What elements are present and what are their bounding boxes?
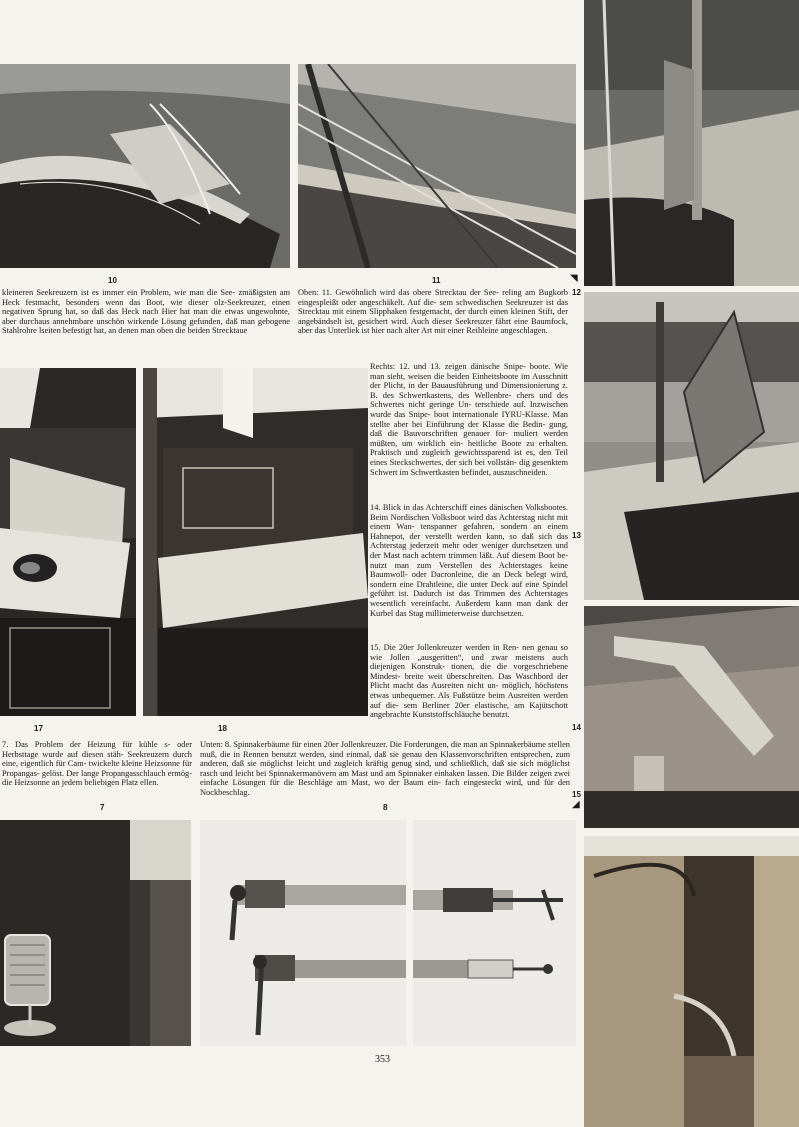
photo-11-bow-pulpit <box>298 64 576 268</box>
figure-number-17: 17 <box>34 724 43 733</box>
photo-17-galley-stove <box>0 368 136 716</box>
photo-12-snipe-cockpit <box>584 0 799 286</box>
photo-8a-spinnaker-pole-mast-fitting <box>200 820 406 1046</box>
arrow-15: ◢ <box>572 799 580 810</box>
figure-number-10: 10 <box>108 276 117 285</box>
page-number: 353 <box>375 1054 390 1065</box>
caption-17: 7. Das Problem der Heizung für kühle s- oder Herbsttage wurde auf diesen stäh- Seekreuzern durch eine, eigentlich für Cam- twickelte kleine Heizsonne für Propangas- gelöst. Der lange Propangasschlauch ermög- die Heizsonne an jedem beliebigen Platz ellen. <box>2 740 192 788</box>
figure-number-12: 12 <box>572 288 581 297</box>
arrow-11: ◥ <box>570 273 578 284</box>
caption-12-13: Rechts: 12. und 13. zeigen dänische Snipe- boote. Wie man sieht, weisen die beiden Einheitsboote im Ausschnitt der Plicht, in der Bauausführung und Dimensionierung z. B. des Schwertkastens, des Wellenbre- chers und des Schwertes nicht geringe Un- terschiede auf. Inzwischen wurde das Snipe- boot internationale IYRU-Klasse. Man stellte aber bei Einführung der Klasse die Bedin- gung, daß die Bauvorschriften genauer for- muliert werden müßten, um wirklich ein- heitliche Boote zu erhalten. Praktisch und zugleich gewichtssparend ist es, den Teil eines Steckschwertes, der sich bei vollstän- dig gesenktem Schwert im Schwertkasten befindet, auszuschneiden. <box>370 362 568 477</box>
caption-8: Unten: 8. Spinnakerbäume für einen 20er Jollenkreuzer. Die Forderungen, die man an Spinnakerbäume stellen muß, die in Rennen benutzt werden, sind einmal, daß sie genau den Klassenvorschriften entsprechen, zum anderen, daß sie möglichst leicht und zugleich kräftig genug sind, und schließlich, daß sie sich möglichst rasch und leicht bei Spinnakermanövern am Mast und am Spinnaker einhaken lassen. Die Bilder zeigen zwei einfache Lösungen für die Beschläge am Mast, wo der Baum ein- fach eingesteckt wird, und für den Nockbeschlag. <box>200 740 570 797</box>
figure-number-15: 15 <box>572 790 581 799</box>
caption-15: 15. Die 20er Jollenkreuzer werden in Ren- nen genau so wie Jollen „ausgeritten“, und zwar meistens auch diejenigen Konstruk- tionen, die die vorgeschriebene Mindest- breite weit überschreiten. Das Waschbord der Plicht macht das Ausreiten nicht un- möglich, höchstens etwas unbequemer. Als Fußstütze beim Ausreiten werden auf die- sem Berliner 20er elastische, am Kajütschott angebrachte Kunststoffschläuche benutzt. <box>370 643 568 720</box>
photo-7-propane-heater <box>0 820 191 1046</box>
photo-10-stern-railing <box>0 64 290 268</box>
figure-number-11: 11 <box>432 276 441 285</box>
figure-number-8: 8 <box>383 803 388 812</box>
caption-14: 14. Blick in das Achterschiff eines dänischen Volksbootes. Beim Nordischen Volksboot wird das Achterstag nicht mit einem Wan- tenspanner gefahren, sondern an einem Hahnepot, der verstellt werden kann, so daß sich das Achterstag jederzeit mehr oder weniger durchsetzen und der Mast nach achtern trimmen läßt. Auf diesem Boot be- nutzt man zum Verstellen des Achterstages keine Baumwoll- oder Dacronleine, die an Deck belegt wird, sondern eine Drahtleine, die unter Deck auf eine Spindel geführt ist. Dadurch ist das Trimmen des Achterstages wesentlich vereinfacht. Außerdem kann man dank der Kurbel das Stag millimeterweise durchsetzen. <box>370 503 568 618</box>
figure-number-14: 14 <box>572 723 581 732</box>
photo-18-cabin-bench <box>143 368 368 716</box>
photo-13-snipe-boat <box>584 292 799 600</box>
caption-11: Oben: 11. Gewöhnlich wird das obere Strecktau der See- reling am Bugkorb eingespleißt oder angeschäkelt. Auf die- sem schwedischen Seekreuzer ist das Strecktau mit einem Slipphaken festgemacht, der durch einen kleinen Stift, der angebändselt ist, gesichert wird. Auch dieser Seekreuzer fährt eine Baumfock, aber das Unterliek ist hier nach alter Art mit einer Reihleine angeschlagen. <box>298 288 568 336</box>
photo-14-aft-backstay-winch <box>584 606 799 828</box>
photo-15-jollenkreuzer-cabin <box>584 836 799 1127</box>
figure-number-7: 7 <box>100 803 105 812</box>
caption-10: kleineren Seekreuzern ist es immer ein Problem, wie man die See- zmäßigsten am Heck festmacht, besonders wenn das Boot, wie dieser olz-Seekreuzer, einen negativen Sprung hat, so daß das Heck nach Hier hat man die etwas ungewohnte, aber durchaus annehmbare unschön wirkende Lösung gefunden, daß man gebogene Stahlrohre lseiten befestigt hat, an denen man oben die beiden Strecktaue <box>2 288 290 336</box>
figure-number-18: 18 <box>218 724 227 733</box>
photo-8b-spinnaker-pole-end-fitting <box>413 820 576 1046</box>
figure-number-13: 13 <box>572 531 581 540</box>
